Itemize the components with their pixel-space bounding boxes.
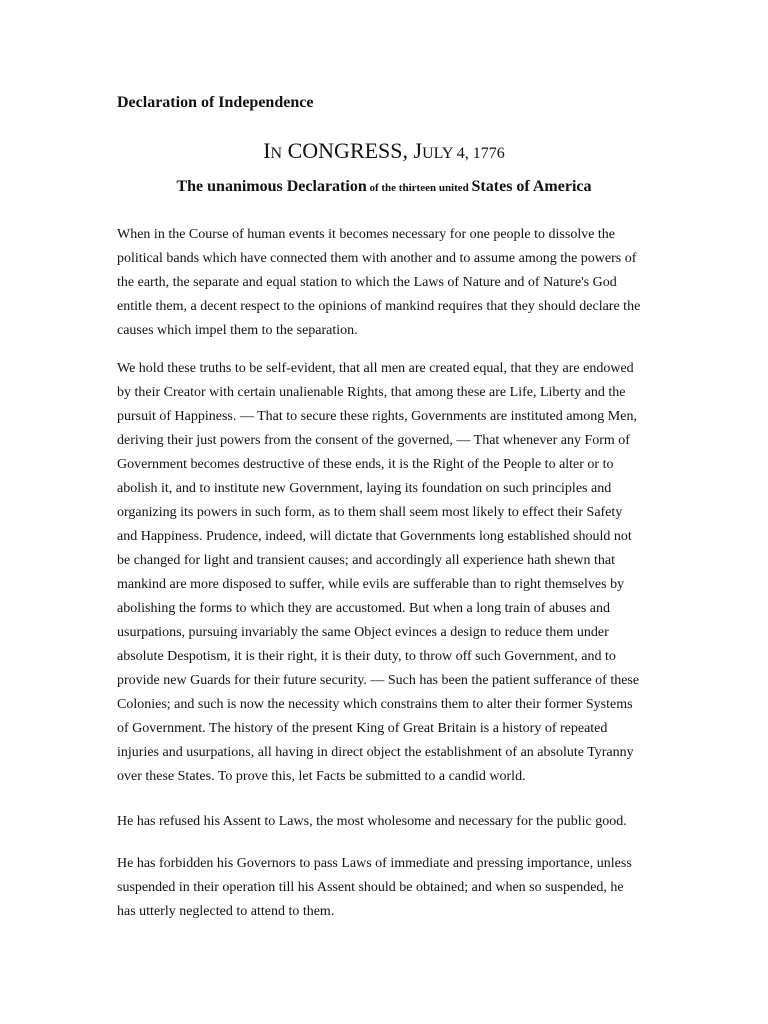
subtitle-part-3: States of America <box>471 178 592 195</box>
text-line: by their Creator with certain unalienable Rights, that among these are Life, Liberty and the <box>117 385 626 400</box>
text-line: be changed for light and transient causes; and accordingly all experience hath shewn that <box>117 553 615 568</box>
text-line: has utterly neglected to attend to them. <box>117 904 335 919</box>
text-line: pursuit of Happiness. — That to secure these rights, Governments are instituted among Men, <box>117 409 637 424</box>
congress-date: 4, 1776 <box>452 145 505 162</box>
text-line: deriving their just powers from the consent of the governed, — That whenever any Form of <box>117 433 630 448</box>
text-line: Government becomes destructive of these ends, it is the Right of the People to alter or to <box>117 457 614 472</box>
declaration-subtitle <box>0 176 768 199</box>
text-line: organizing its powers in such form, as to them shall seem most likely to effect their Safety <box>117 505 623 520</box>
text-line: provide new Guards for their future security. — Such has been the patient sufferance of these <box>117 673 640 688</box>
paragraph-4 <box>117 852 677 924</box>
text-line: suspended in their operation till his Assent should be obtained; and when so suspended, he <box>117 880 624 895</box>
text-line: Colonies; and such is now the necessity which constrains them to alter their former Systems <box>117 697 633 712</box>
congress-in-rest: N <box>270 145 283 162</box>
paragraph-2 <box>117 357 677 789</box>
congress-date-heading <box>0 137 768 168</box>
subtitle-part-1: The unanimous Declaration <box>176 178 367 195</box>
text-line: absolute Despotism, it is their right, it is their duty, to throw off such Government, and to <box>117 649 616 664</box>
text-line: He has forbidden his Governors to pass Laws of immediate and pressing importance, unless <box>117 856 632 871</box>
text-line: injuries and usurpations, all having in direct object the establishment of an absolute Tyranny <box>117 745 634 760</box>
subtitle-part-2: of the thirteen united <box>366 182 472 194</box>
text-line: causes which impel them to the separation. <box>117 323 358 338</box>
text-line: When in the Course of human events it becomes necessary for one people to dissolve the <box>117 227 616 242</box>
text-line: We hold these truths to be self-evident, that all men are created equal, that they are endowed <box>117 361 634 376</box>
text-line: abolish it, and to institute new Government, laying its foundation on such principles and <box>117 481 612 496</box>
document-heading: Declaration of Independence <box>117 94 314 111</box>
text-line: and Happiness. Prudence, indeed, will dictate that Governments long established should not <box>117 529 632 544</box>
paragraph-3 <box>117 810 677 834</box>
congress-word: CONGRESS, <box>282 138 414 163</box>
text-line: usurpations, pursuing invariably the same Object evinces a design to reduce them under <box>117 625 609 640</box>
text-line: over these States. To prove this, let Facts be submitted to a candid world. <box>117 769 526 784</box>
text-line: entitle them, a decent respect to the opinions of mankind requires that they should declare the <box>117 299 641 314</box>
congress-in-initial: I <box>263 138 271 163</box>
text-line: He has refused his Assent to Laws, the most wholesome and necessary for the public good. <box>117 814 627 829</box>
text-line: abolishing the forms to which they are accustomed. But when a long train of abuses and <box>117 601 610 616</box>
text-line: the earth, the separate and equal station to which the Laws of Nature and of Nature's God <box>117 275 617 290</box>
text-line: of Government. The history of the present King of Great Britain is a history of repeated <box>117 721 608 736</box>
paragraph-1 <box>117 223 677 343</box>
congress-july-initial: J <box>413 138 423 163</box>
text-line: political bands which have connected them with another and to assume among the powers of <box>117 251 637 266</box>
text-line: mankind are more disposed to suffer, while evils are sufferable than to right themselves by <box>117 577 625 592</box>
congress-july-rest: ULY <box>422 145 453 162</box>
